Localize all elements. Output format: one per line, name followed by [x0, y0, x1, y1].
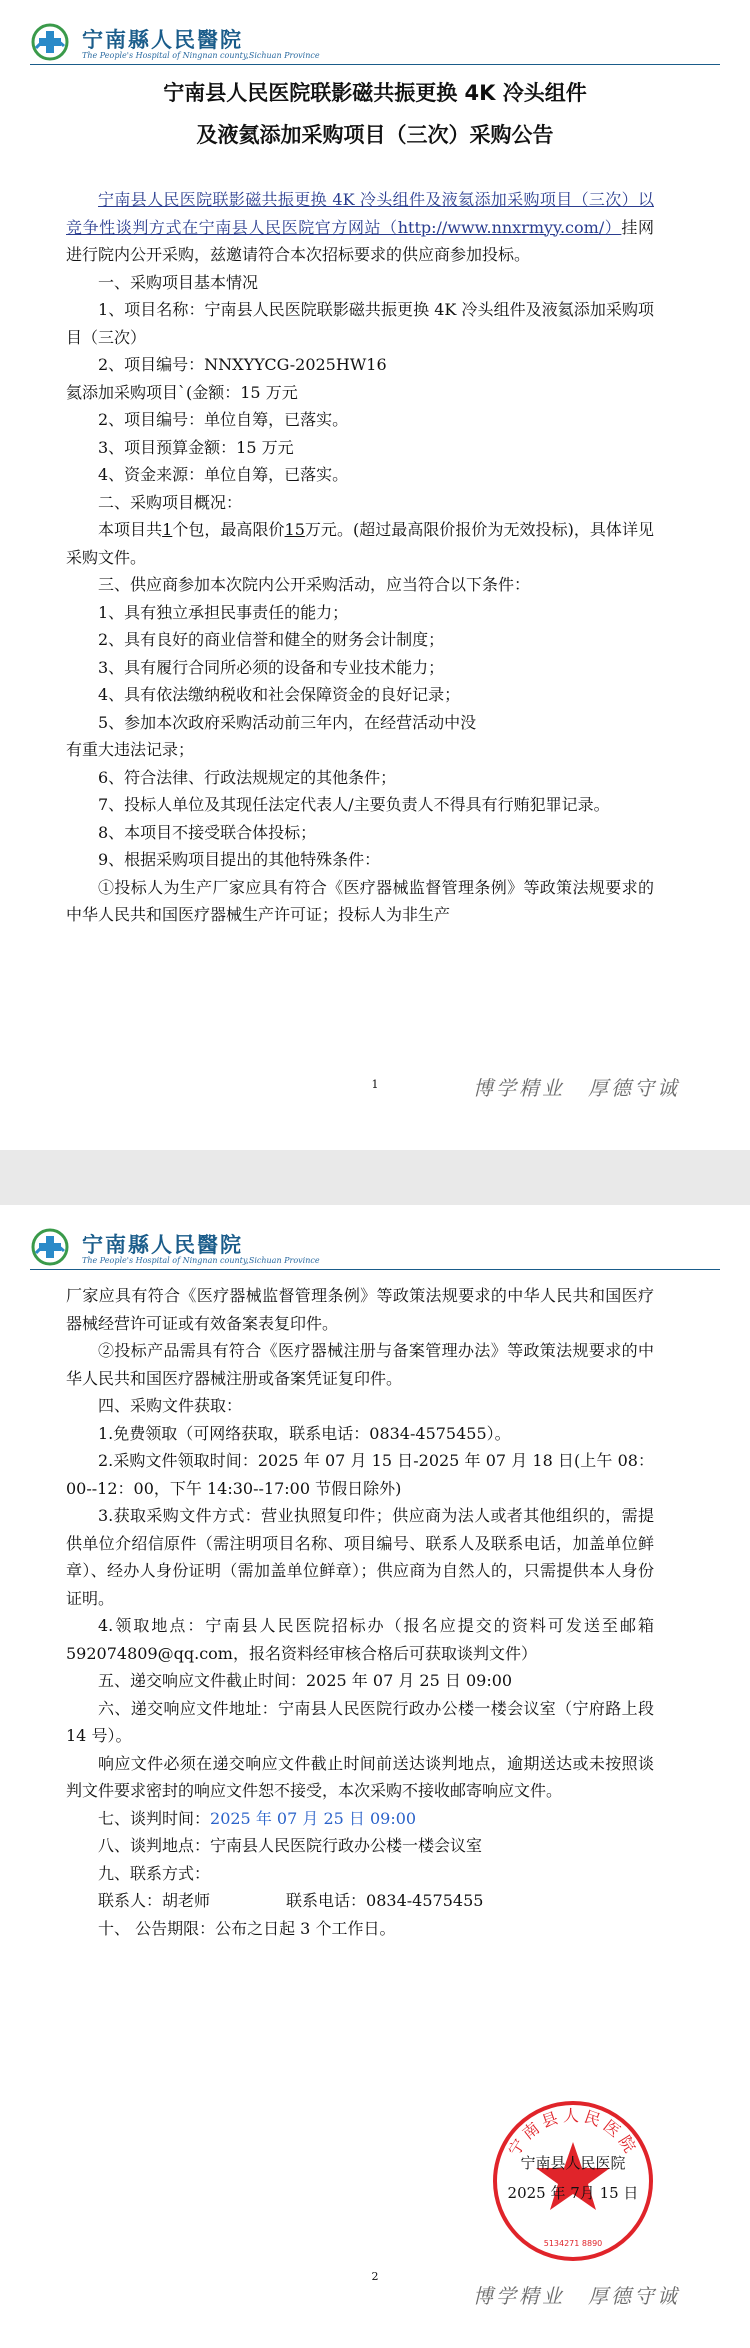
section-8: 八、谈判地点：宁南县人民医院行政办公楼一楼会议室: [98, 1836, 483, 1855]
doc-item-1: 1.免费领取（可网络获取，联系电话：0834-4575455）。: [98, 1423, 511, 1443]
contact-person: 胡老师: [162, 1891, 211, 1910]
section-6: 六、递交响应文件地址：宁南县人民医院行政办公楼一楼会议室（宁府路上段 14 号）。: [66, 1698, 654, 1745]
condition-9-1a: ①投标人为生产厂家应具有符合《医疗器械监督管理条例》等政策法规要求的中华人民共和国医疗器械生产许可证；投标人为非生产: [66, 877, 654, 924]
condition-9-1b: 厂家应具有符合《医疗器械监督管理条例》等政策法规要求的中华人民共和国医疗器械经营许可证或有效备案表复印件。: [66, 1286, 654, 1333]
doc-item-2: 2.采购文件领取时间：2025 年 07 月 15 日-2025 年 07 月 18 日(上午 08：00--12：00，下午 14:30--17:00 节假日除外): [66, 1451, 654, 1498]
title-line-2: 及液氦添加采购项目（三次）采购公告: [196, 123, 554, 147]
footer-motto-1: 博学精业 厚德守诚: [473, 1076, 680, 1100]
section-3-heading: 三、供应商参加本次院内公开采购活动，应当符合以下条件：: [98, 575, 531, 594]
intro-linked-text[interactable]: 宁南县人民医院联影磁共振更换 4K 冷头组件及液氦添加采购项目（三次）以竞争性谈判方式在宁南县人民医院官方网站（http://www.nnxrmyy.com/）: [66, 190, 654, 237]
header-divider: [30, 64, 720, 65]
title-line-1: 宁南县人民医院联影磁共振更换 4K 冷头组件: [163, 81, 587, 105]
project-number: 2、项目编号：NNXYYCG-2025HW16: [98, 355, 387, 374]
condition-2: 2、具有良好的商业信誉和健全的财务会计制度；: [98, 630, 445, 649]
section-7: 七、谈判时间：2025 年 07 月 25 日 09:00: [98, 1808, 417, 1828]
overview-paragraph: 本项目共1个包，最高限价15万元。(超过最高限价报价为无效投标)，具体详见采购文件。: [66, 520, 654, 567]
hospital-name: 宁南縣人民醫院: [82, 1232, 243, 1257]
condition-4: 4、具有依法缴纳税收和社会保障资金的良好记录；: [98, 685, 461, 704]
project-amount-fragment: 氦添加采购项目`(金额：15 万元: [66, 382, 298, 402]
signature-date: 2025 年 7月 15 日: [507, 2184, 639, 2202]
footer-motto-2: 博学精业 厚德守诚: [473, 2284, 680, 2308]
section-2-heading: 二、采购项目概况：: [98, 492, 243, 512]
hospital-header-2: [30, 1227, 330, 1269]
page-number-2: 2: [371, 2270, 379, 2283]
project-number-2: 2、项目编号：单位自筹，已落实。: [98, 410, 349, 429]
section-9: 九、联系方式：: [98, 1863, 211, 1883]
document-page-1: [0, 0, 750, 1150]
intro-paragraph: 宁南县人民医院联影磁共振更换 4K 冷头组件及液氦添加采购项目（三次）以竞争性谈判方式在宁南县人民医院官方网站（http://www.nnxrmyy.com/）挂网进行院内公开采购，兹邀请符合本次招标要求的供应商参加投标。: [66, 190, 654, 264]
condition-9: 9、根据采购项目提出的其他特殊条件：: [98, 850, 381, 869]
hospital-name: 宁南縣人民醫院: [82, 27, 243, 52]
contact-phone: 0834-4575455: [366, 1891, 484, 1910]
funding-source: 4、资金来源：单位自筹，已落实。: [98, 465, 349, 484]
official-seal: [490, 2098, 656, 2264]
project-name: 1、项目名称：宁南县人民医院联影磁共振更换 4K 冷头组件及液氦添加采购项目（三次）: [66, 300, 654, 347]
condition-9-2: ②投标产品需具有符合《医疗器械注册与备案管理办法》等政策法规要求的中华人民共和国医疗器械注册或备案凭证复印件。: [66, 1341, 654, 1388]
section-1-heading: 一、采购项目基本情况: [98, 272, 259, 292]
hospital-logo-icon: [30, 22, 70, 62]
condition-3: 3、具有履行合同所必须的设备和专业技术能力；: [98, 657, 445, 677]
hospital-name-en: The People's Hospital of Ningnan county,Sichuan Province: [82, 1256, 320, 1265]
seal-ring-text: 宁南县人民医院: [504, 2106, 642, 2160]
signature-organization: 宁南县人民医院: [520, 2154, 626, 2172]
header-divider: [30, 1269, 720, 1270]
condition-6: 6、符合法律、行政法规规定的其他条件；: [98, 767, 397, 787]
document-title: [60, 72, 690, 156]
contact-line: 联系人：胡老师 联系电话：0834-4575455: [98, 1891, 484, 1910]
project-budget: 3、项目预算金额：15 万元: [98, 437, 294, 457]
section-4-heading: 四、采购文件获取：: [98, 1396, 243, 1415]
seal-number: 5134271 8890: [543, 2239, 603, 2248]
condition-7: 7、投标人单位及其现任法定代表人/主要负责人不得具有行贿犯罪记录。: [98, 795, 610, 814]
negotiation-time: 2025 年 07 月 25 日 09:00: [210, 1808, 417, 1828]
page-1-body: [66, 186, 654, 929]
section-10: 十、 公告期限：公布之日起 3 个工作日。: [98, 1918, 396, 1938]
hospital-logo-icon: [30, 1227, 70, 1267]
page-2-body: [66, 1282, 654, 1942]
document-page-2: [0, 1205, 750, 2348]
condition-5b: 有重大违法记录；: [66, 740, 195, 759]
doc-item-3: 3.获取采购文件方式：营业执照复印件；供应商为法人或者其他组织的，需提供单位介绍信原件（需注明项目名称、项目编号、联系人及联系电话，加盖单位鲜章）、经办人身份证明（需加盖单位鲜章）；供应商为自然人的，只需提供本人身份证明。: [66, 1506, 654, 1608]
condition-1: 1、具有独立承担民事责任的能力；: [98, 602, 349, 622]
submission-note: 响应文件必须在递交响应文件截止时间前送达谈判地点，逾期送达或未按照谈判文件要求密封的响应文件恕不接受，本次采购不接收邮寄响应文件。: [66, 1753, 654, 1800]
section-5: 五、递交响应文件截止时间：2025 年 07 月 25 日 09:00: [98, 1671, 513, 1690]
page-number-1: 1: [371, 1078, 379, 1091]
hospital-name-en: The People's Hospital of Ningnan county,Sichuan Province: [82, 51, 320, 60]
doc-item-4: 4.领取地点：宁南县人民医院招标办（报名应提交的资料可发送至邮箱 592074809@qq.com，报名资料经审核合格后可获取谈判文件）: [66, 1616, 654, 1663]
hospital-header: [30, 22, 330, 64]
seal-icon: [490, 2098, 656, 2264]
condition-5a: 5、参加本次政府采购活动前三年内，在经营活动中没: [98, 712, 477, 732]
condition-8: 8、本项目不接受联合体投标；: [98, 822, 317, 842]
